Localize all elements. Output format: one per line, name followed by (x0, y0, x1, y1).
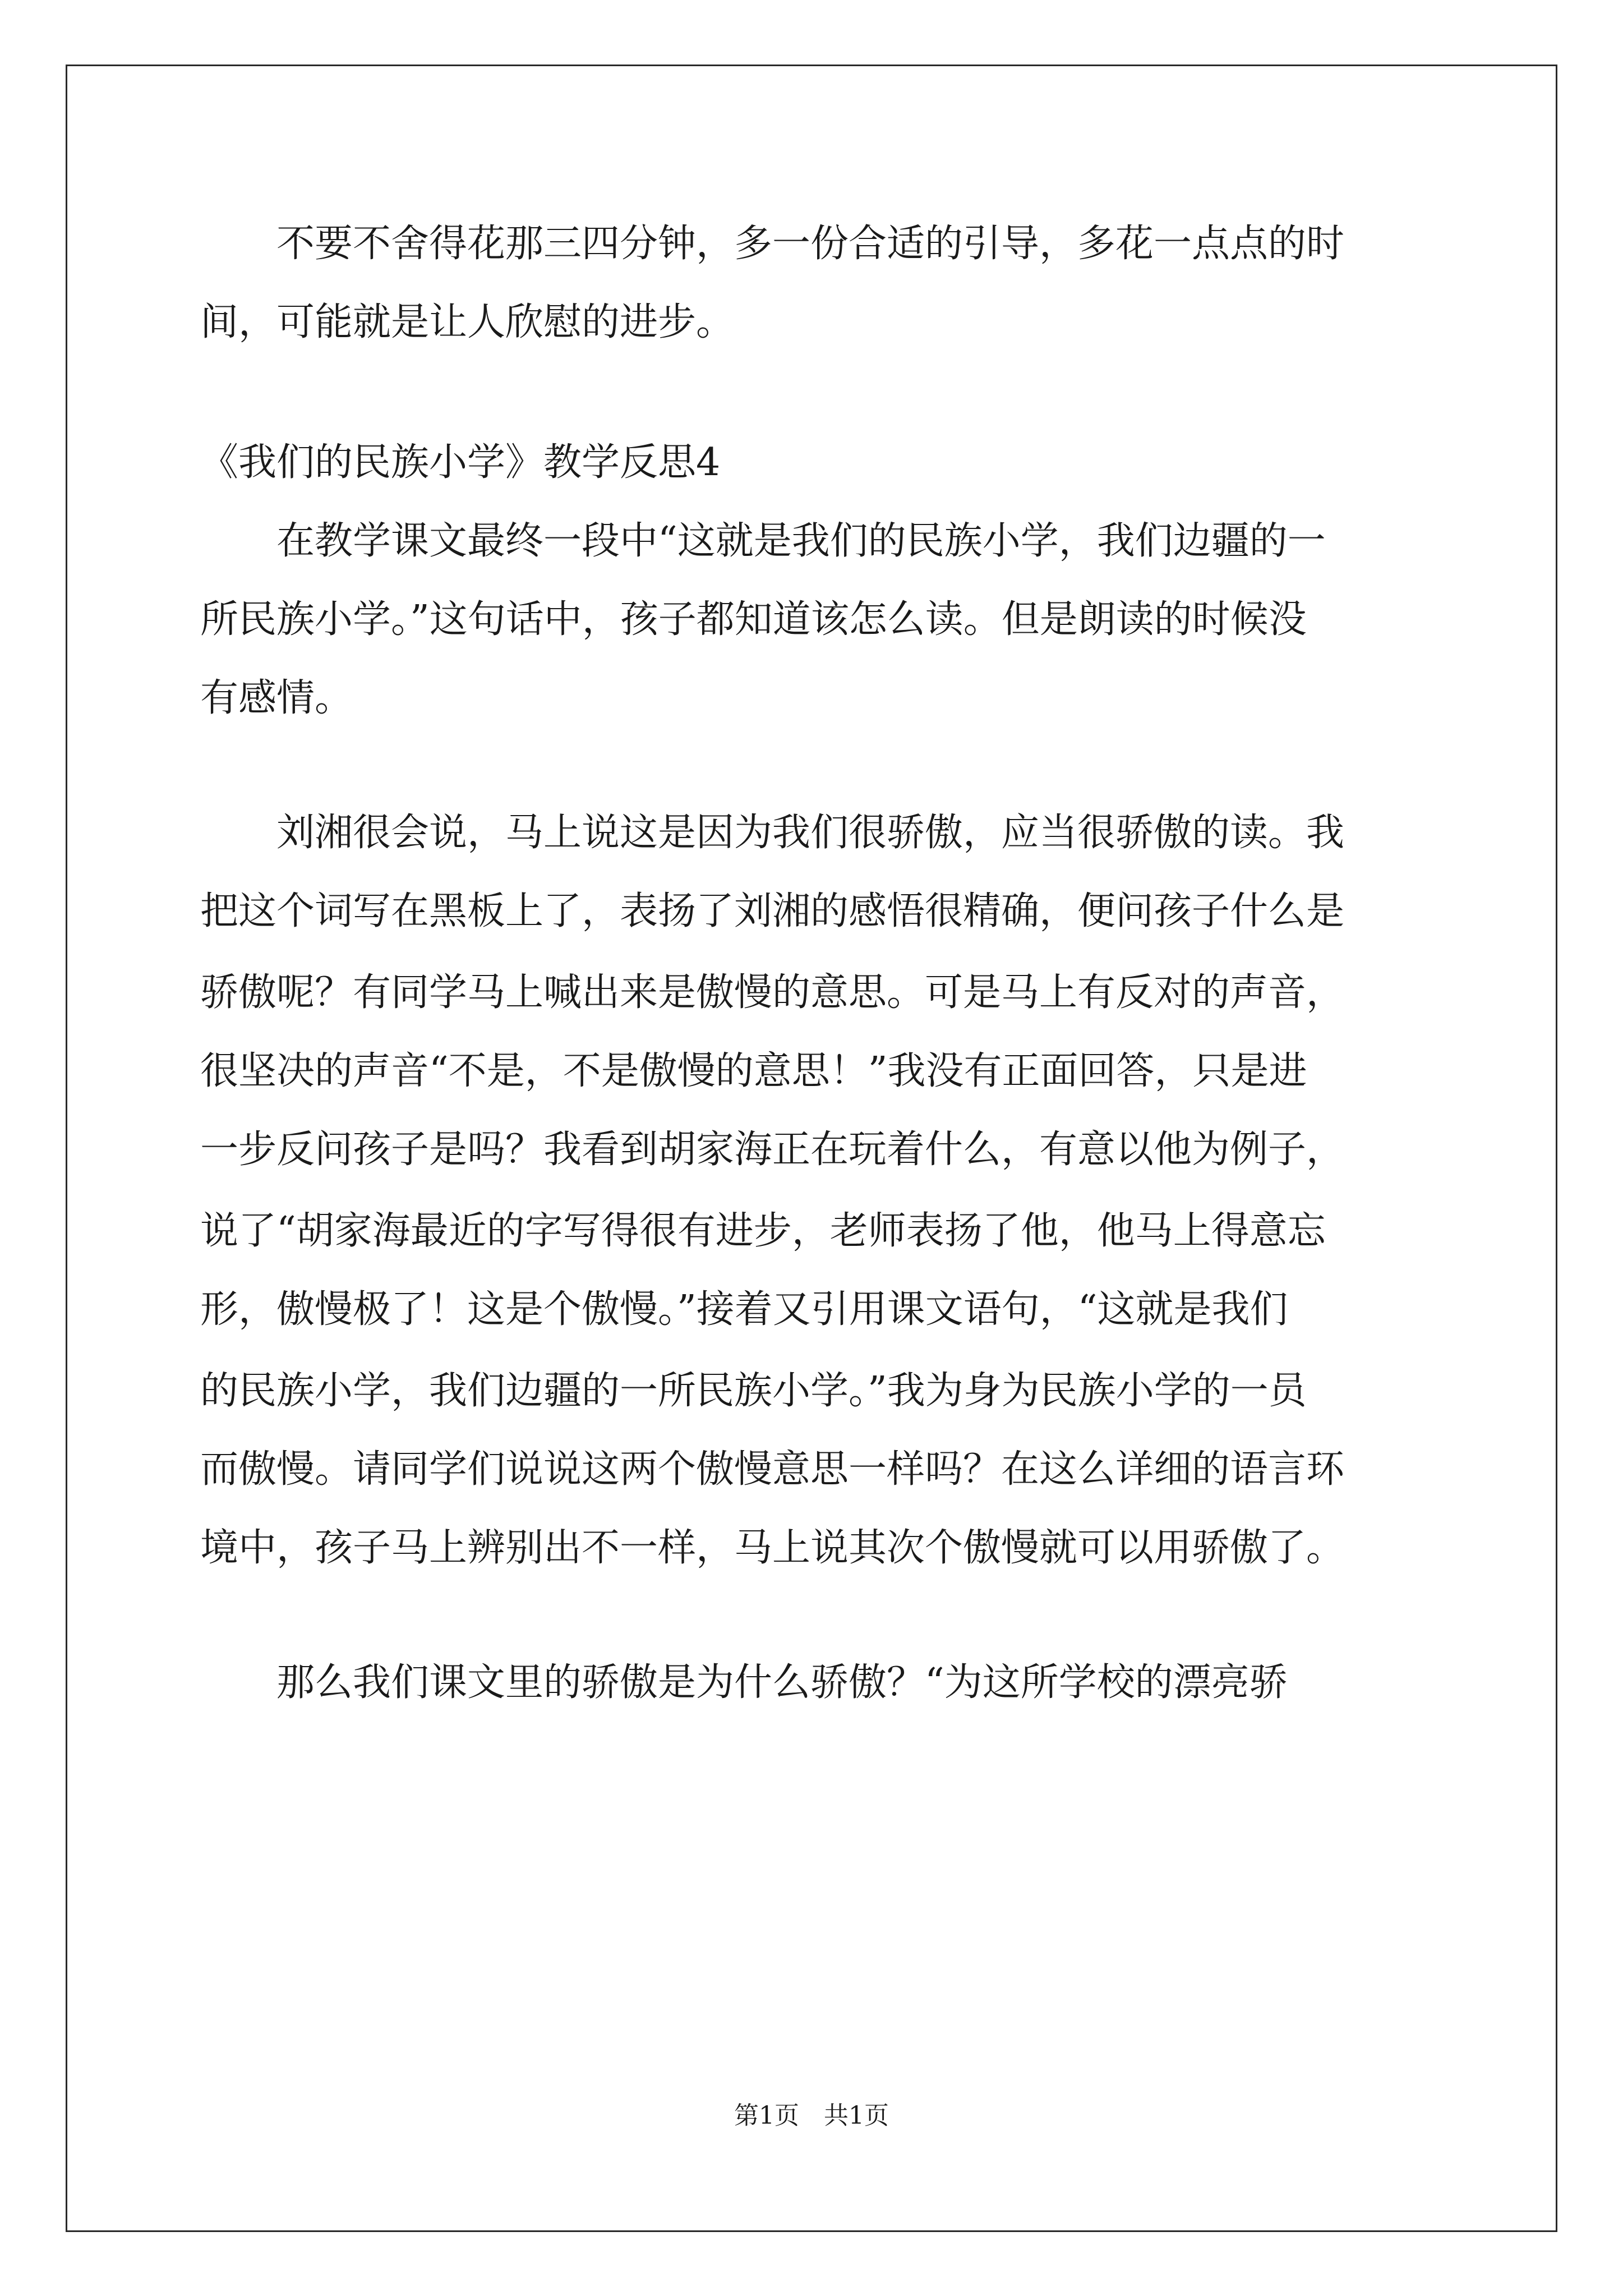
text-line: 境中，孩子马上辨别出不一样，马上说其次个傲慢就可以用骄傲了。 (200, 1526, 1345, 1570)
text-line: 那么我们课文里的骄傲是为什么骄傲？“为这所学校的漂亮骄 (200, 1660, 1288, 1705)
page-number: 第1页 共1页 (734, 2101, 889, 2130)
text-line: 一步反问孩子是吗？我看到胡家海正在玩着什么，有意以他为例子， (200, 1128, 1345, 1172)
text-line: 所民族小学。”这句话中，孩子都知道该怎么读。但是朗读的时候没 (200, 597, 1307, 642)
text-line: 有感情。 (200, 676, 353, 720)
text-line: 不要不舍得花那三四分钟，多一份合适的引导，多花一点点的时 (200, 222, 1345, 266)
text-line: 刘湘很会说，马上说这是因为我们很骄傲，应当很骄傲的读。我 (200, 811, 1345, 855)
text-line: 的民族小学，我们边疆的一所民族小学。”我为身为民族小学的一员 (200, 1369, 1307, 1413)
section-heading: 《我们的民族小学》教学反思4 (200, 440, 721, 485)
text-line: 说了“胡家海最近的字写得很有进步，老师表扬了他，他马上得意忘 (200, 1209, 1326, 1253)
text-line: 形，傲慢极了！这是个傲慢。”接着又引用课文语句，“这就是我们 (200, 1287, 1288, 1332)
text-line: 很坚决的声音“不是，不是傲慢的意思！”我没有正面回答，只是进 (200, 1049, 1307, 1093)
text-line: 而傲慢。请同学们说说这两个傲慢意思一样吗？在这么详细的语言环 (200, 1447, 1345, 1492)
text-line: 在教学课文最终一段中“这就是我们的民族小学，我们边疆的一 (200, 519, 1326, 563)
text-line: 间，可能就是让人欣慰的进步。 (200, 300, 735, 344)
text-line: 把这个词写在黑板上了，表扬了刘湘的感悟很精确，便问孩子什么是 (200, 889, 1345, 933)
text-line: 骄傲呢？有同学马上喊出来是傲慢的意思。可是马上有反对的声音， (200, 970, 1345, 1015)
